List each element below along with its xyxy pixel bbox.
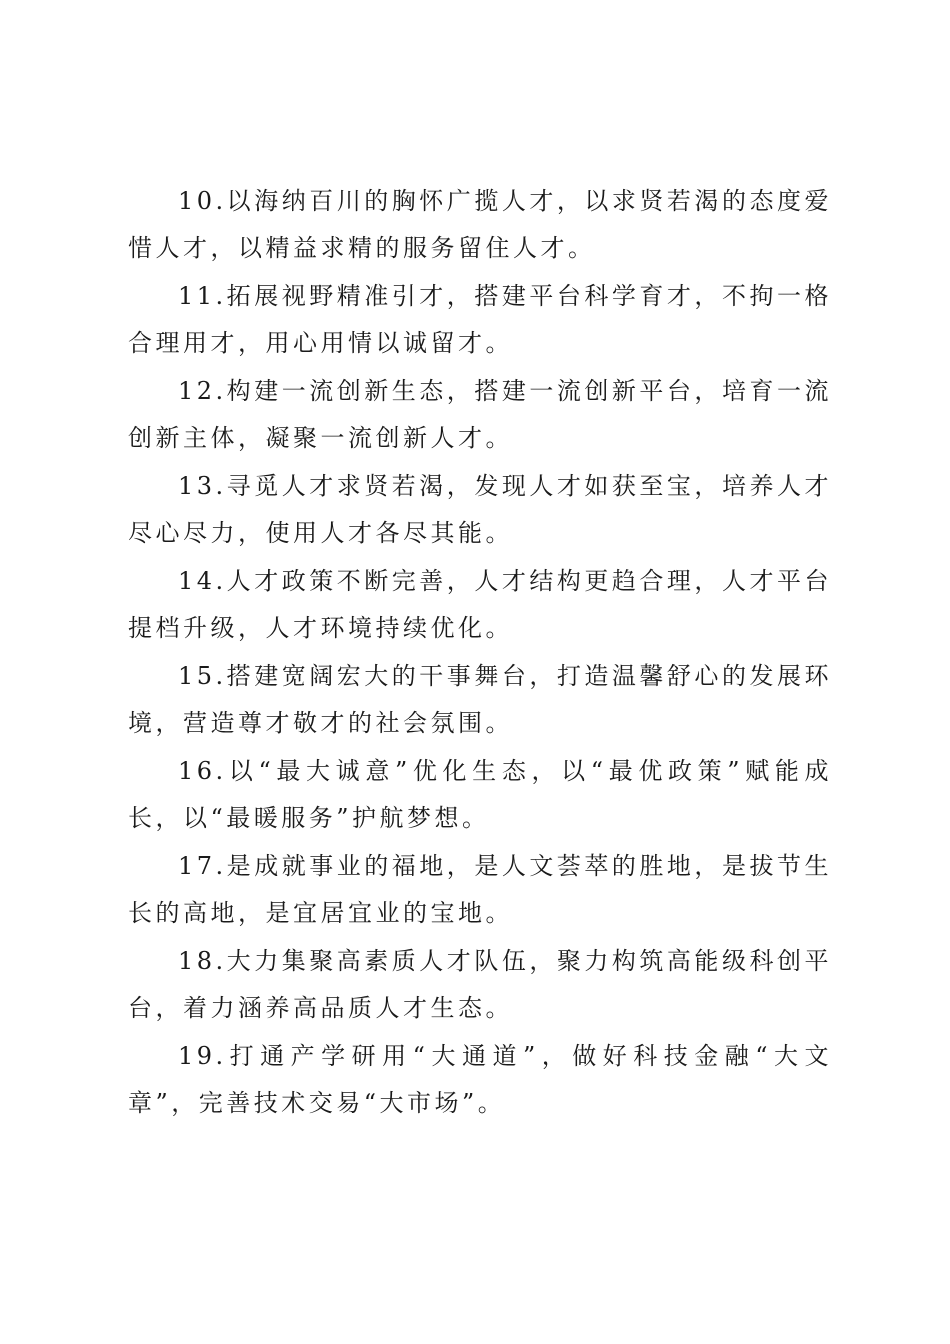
paragraph-17: 17.是成就事业的福地，是人文荟萃的胜地，是拔节生长的高地，是宜居宜业的宝地。 <box>128 852 832 927</box>
paragraph-13: 13.寻觅人才求贤若渴，发现人才如获至宝，培养人才尽心尽力，使用人才各尽其能。 <box>128 472 832 547</box>
paragraph-12: 12.构建一流创新生态，搭建一流创新平台，培育一流创新主体，凝聚一流创新人才。 <box>128 377 832 452</box>
paragraph-15: 15.搭建宽阔宏大的干事舞台，打造温馨舒心的发展环境，营造尊才敬才的社会氛围。 <box>128 662 832 737</box>
document-body <box>128 178 832 1128</box>
paragraph-18: 18.大力集聚高素质人才队伍，聚力构筑高能级科创平台，着力涵养高品质人才生态。 <box>128 947 832 1022</box>
paragraph-19: 19.打通产学研用“大通道”，做好科技金融“大文章”，完善技术交易“大市场”。 <box>128 1042 832 1117</box>
paragraph-11: 11.拓展视野精准引才，搭建平台科学育才，不拘一格合理用才，用心用情以诚留才。 <box>128 282 832 357</box>
paragraph-14: 14.人才政策不断完善，人才结构更趋合理，人才平台提档升级，人才环境持续优化。 <box>128 567 832 642</box>
paragraph-16: 16.以“最大诚意”优化生态，以“最优政策”赋能成长，以“最暖服务”护航梦想。 <box>128 757 832 832</box>
paragraph-10: 10.以海纳百川的胸怀广揽人才，以求贤若渴的态度爱惜人才，以精益求精的服务留住人才。 <box>128 187 832 262</box>
